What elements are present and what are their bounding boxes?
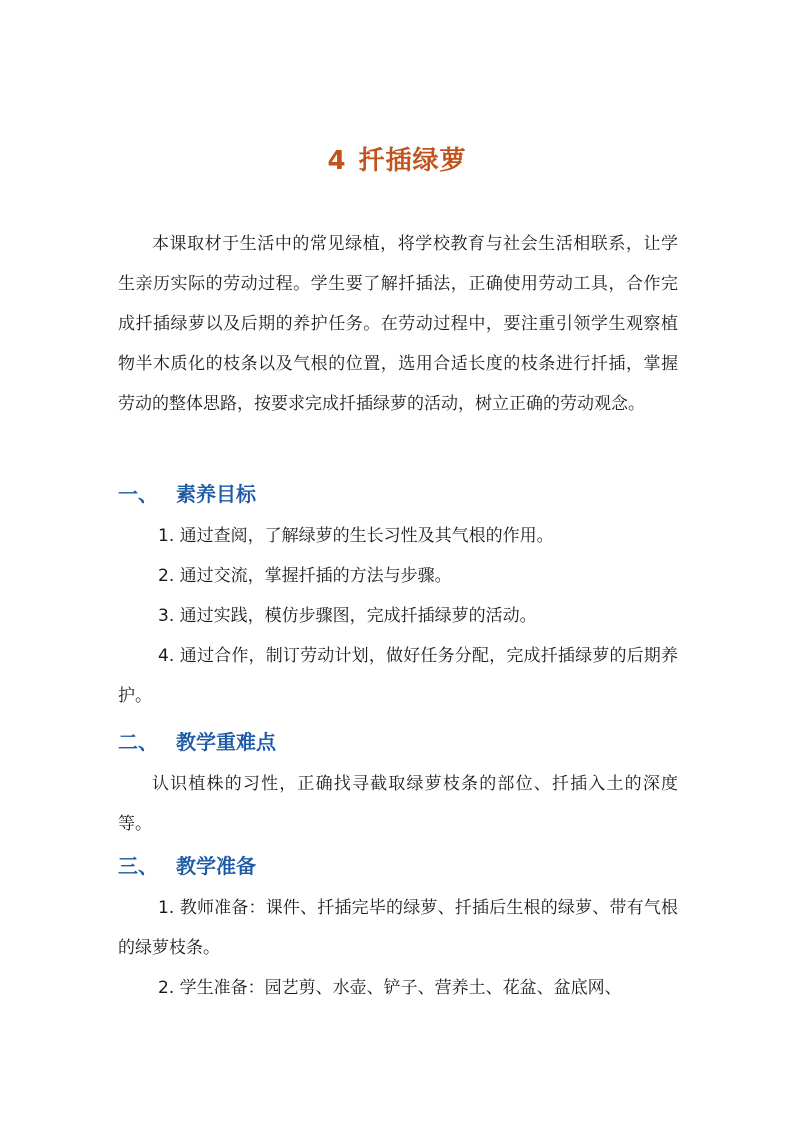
section-number: 一、 [118,482,158,506]
intro-paragraph: 本课取材于生活中的常见绿植，将学校教育与社会生活相联系，让学生亲历实际的劳动过程。学生要了解扦插法，正确使用劳动工具，合作完成扦插绿萝以及后期的养护任务。在劳动过程中，要注重引领学生观察植物半木质化的枝条以及气根的位置，选用合适长度的枝条进行扦插，掌握劳动的整体思路，按要求完成扦插绿萝的活动，树立正确的劳动观念。 [118,234,678,414]
section-heading-key-points [118,726,276,755]
list-item: 1. 教师准备：课件、扦插完毕的绿萝、扦插后生根的绿萝、带有气根的绿萝枝条。 [118,898,678,958]
list-item: 2. 学生准备：园艺剪、水壶、铲子、营养土、花盆、盆底网、 [158,978,622,998]
list-item: 2. 通过交流，掌握扦插的方法与步骤。 [158,566,452,586]
list-item: 3. 通过实践，模仿步骤图，完成扦插绿萝的活动。 [158,606,537,626]
lesson-number: 4 [327,146,347,176]
section-number: 三、 [118,854,158,878]
section-number: 二、 [118,730,158,754]
section-title: 教学准备 [176,854,256,878]
section-title: 教学重难点 [176,730,276,754]
lesson-title [0,140,794,177]
list-item: 4. 通过合作，制订劳动计划，做好任务分配，完成扦插绿萝的后期养护。 [118,646,678,706]
section-heading-preparation [118,850,256,879]
section-heading-goals [118,478,256,507]
goals-list [118,516,678,716]
section-title: 素养目标 [176,482,256,506]
preparation-list [118,888,678,1008]
lesson-title-text: 扦插绿萝 [358,146,467,176]
key-points-paragraph: 认识植株的习性，正确找寻截取绿萝枝条的部位、扦插入土的深度等。 [118,774,678,834]
list-item: 1. 通过查阅，了解绿萝的生长习性及其气根的作用。 [158,526,554,546]
